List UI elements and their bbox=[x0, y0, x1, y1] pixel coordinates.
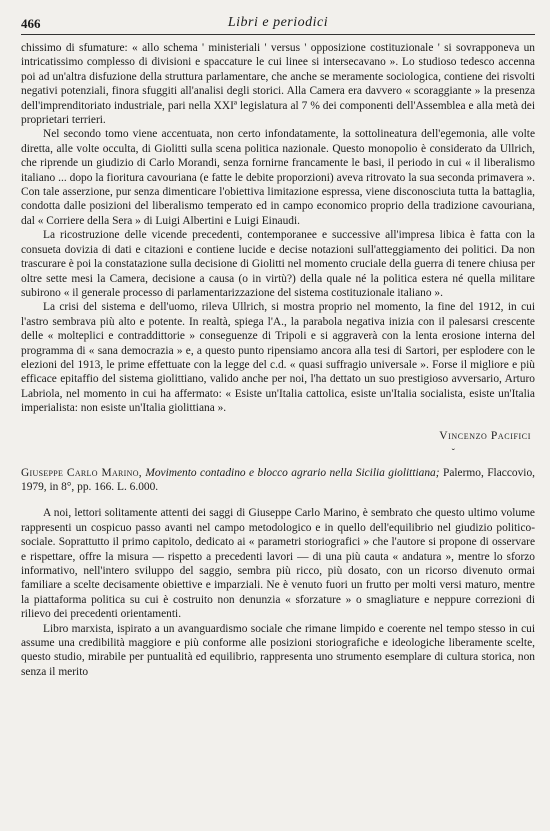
book-page bbox=[21, 14, 535, 679]
reviewer-signature: Vincenzo Pacifici bbox=[439, 429, 531, 442]
paragraph: chissimo di sfumature: « allo schema ' ministeriali ' versus ' opposizione costituzionale ' si sovrapponeva un intricatissimo complesso di divisioni e spaccature le cui linee si intersecavano ». Lo studioso tedesco accenna poi ad un'altra disfuzione della struttura parlamentare, che anche se meramente sociologica, contiene dei risvolti negativi potenziali, finora sfuggiti all'analisi degli storici. Alla Camera era davvero « scoraggiante » la presenza dell'imprenditoriato industriale, pari nella XXIª legislatura al 7 % dei componenti dell'Assemblea e alla metà dei proprietari terrieri. bbox=[21, 42, 535, 127]
page-number: 466 bbox=[21, 16, 41, 31]
publication-info: Palermo, Flaccovio, 1979, in 8°, pp. 166. L. 6.000. bbox=[21, 466, 535, 493]
paragraph: Libro marxista, ispirato a un avanguardismo sociale che rimane limpido e coerente nel tempo stesso in cui assume una credibilità maggiore e più conforme alle posizioni storiografiche e ideologiche liberamente scelte, questo studio, mirabile per puntualità ed equilibrio, rappresenta uno strumento esemplare di cultura storica, non senza il merito bbox=[21, 622, 535, 678]
paragraph: A noi, lettori solitamente attenti dei saggi di Giuseppe Carlo Marino, è sembrato che questo ultimo volume rappresenti un cospicuo passo avanti nel campo metodologico e in quello dell'equilibrio nel giudizio politico-sociale. Soprattutto il primo capitolo, dedicato ai « parametri storiografici » che l'autore si propone di osservare e rispettare, offre la misura — rispetto a precedenti lavori — di una più cauta « andatura », mentre lo sforzo informativo, nell'intero sviluppo del saggio, sembra più ricco, più dosato, con un ricorso divenuto ormai familiare a scelte decisamente obiettive e imparziali. Ne è venuto fuori un frutto per molti versi maturo, mentre la piattaforma politica su cui è costruito non denunzia « sforzature » o smagliature e neppure correzioni di rilievo dei precedenti orientamenti. bbox=[21, 507, 535, 621]
book-author: Giuseppe Carlo Marino, bbox=[21, 466, 142, 479]
review-heading bbox=[21, 466, 535, 495]
book-title: Movimento contadino e blocco agrario nella Sicilia giolittiana; bbox=[145, 466, 440, 479]
running-header bbox=[21, 14, 535, 35]
review-body bbox=[21, 506, 535, 679]
paragraph: La ricostruzione delle vicende precedenti, contemporanee e successive all'impresa libica è fatta con la consueta dovizia di dati e citazioni e contiene lucide e decise notazioni sull'atteggiamento dei politici. Da non trascurare è poi la constatazione sulla decisione di Giolitti nel momento cruciale della guerra di tenere chiusa per oltre sette mesi la Camera, decisione a causa (o in virtù?) della quale né la politica estera né quella militare subirono « il generale processo di parlamentarizzazione del sistema costituzionale italiano ». bbox=[21, 229, 535, 299]
paragraph: Nel secondo tomo viene accentuata, non certo infondatamente, la sottolineatura dell'egemonia, alle volte diretta, alle volte occulta, di Giolitti sulla scena politica nazionale. Questo monopolio è considerato da Ullrich, che riprende un giudizio di Carlo Morandi, senza fornirne francamente le basi, il periodo in cui « il liberalismo italiano ... dopo la fioritura cavouriana (e fatte le debite proporzioni) aveva ritrovato la sua seconda primavera ». Con tale asserzione, pur senza dimenticare l'obiettiva limitazione espressa, viene disconosciuta tutta la battaglia, condotta dalle posizioni del liberalismo temperato ed in campo economico proprio della tradizione cavouriana, dal « Corriere della Sera » di Luigi Albertini e Luigi Einaudi. bbox=[21, 128, 535, 227]
paragraph: La crisi del sistema e dell'uomo, rileva Ullrich, si mostra proprio nel momento, la fine del 1912, in cui l'astro sembrava più alto e potente. In realtà, spiega l'A., la parabola negativa inizia con il palesarsi crescente delle « molteplici e contraddittorie » conseguenze di Tripoli e si aggraverà con la lenta erosione interna del programma di « sana democrazia » e, a questo punto ripensiamo ancora alla tesi di Sartori, per esplodere con le elezioni del 1913, le prime effettuate con la legge del c.d. « quasi suffragio universale ». Forse il migliore e più efficace epitaffio del sistema giolittiano, valido anche per noi, l'ha dettato un suo prestigioso avversario, Arturo Labriola, nel momento in cui ha affermato: « Esiste un'Italia cattolica, esiste un'Italia socialista, esiste un'Italia imperialista: non esiste un'Italia giolittiana ». bbox=[21, 301, 535, 415]
review-continuation bbox=[21, 41, 535, 416]
separator-mark: ˇ bbox=[451, 447, 455, 459]
running-title: Libri e periodici bbox=[227, 15, 329, 30]
